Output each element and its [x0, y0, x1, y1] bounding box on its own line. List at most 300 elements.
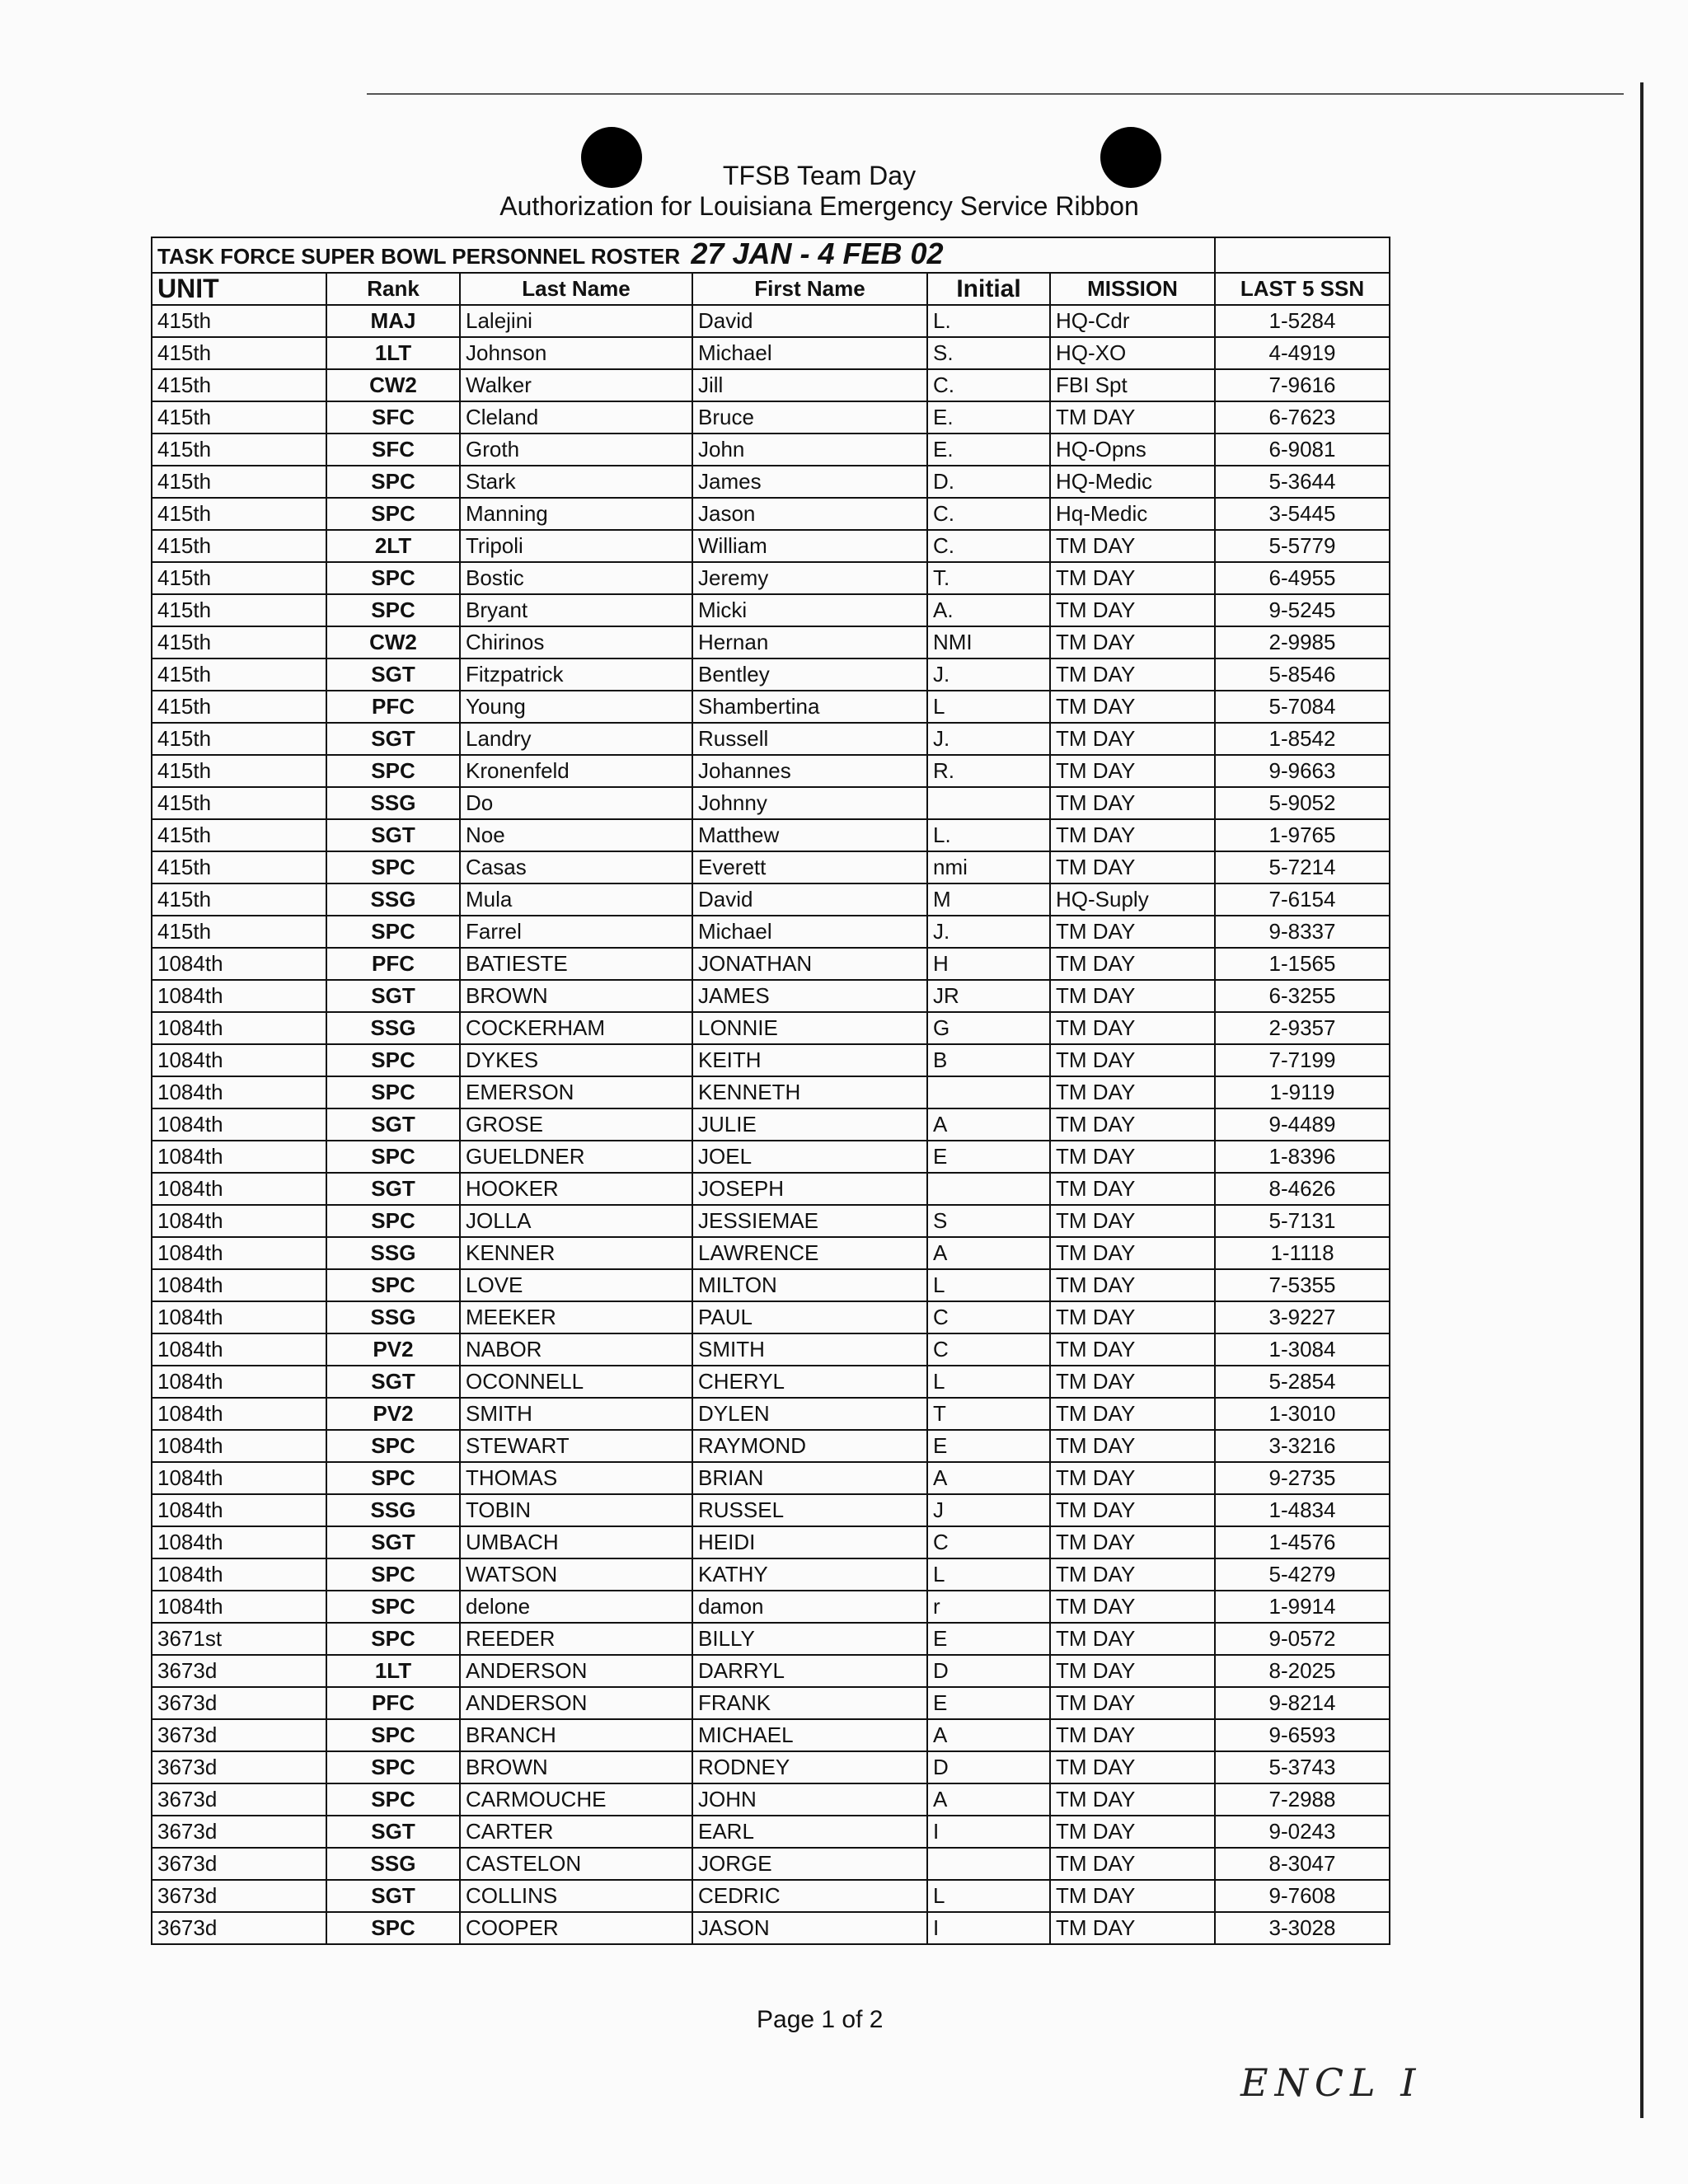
last-name-cell: Walker — [460, 369, 692, 401]
unit-cell: 1084th — [152, 1044, 326, 1076]
mission-cell: TM DAY — [1050, 1044, 1215, 1076]
rank-cell: SPC — [326, 1623, 460, 1655]
initial-cell: J. — [927, 916, 1050, 948]
last-name-cell: Farrel — [460, 916, 692, 948]
first-name-cell: Everett — [692, 851, 927, 883]
initial-cell: NMI — [927, 626, 1050, 658]
ssn-cell: 6-9081 — [1215, 434, 1390, 466]
initial-cell: C — [927, 1526, 1050, 1558]
first-name-cell: JASON — [692, 1912, 927, 1944]
initial-cell: L — [927, 1269, 1050, 1301]
first-name-cell: JULIE — [692, 1108, 927, 1141]
unit-cell: 1084th — [152, 1462, 326, 1494]
ssn-cell: 7-7199 — [1215, 1044, 1390, 1076]
last-name-cell: KENNER — [460, 1237, 692, 1269]
rank-cell: SGT — [326, 723, 460, 755]
first-name-cell: Bruce — [692, 401, 927, 434]
ssn-cell: 1-9119 — [1215, 1076, 1390, 1108]
header-unit: UNIT — [152, 273, 326, 305]
table-row — [152, 1205, 1390, 1237]
mission-cell: TM DAY — [1050, 1526, 1215, 1558]
rank-cell: SPC — [326, 1783, 460, 1816]
initial-cell: L. — [927, 305, 1050, 337]
initial-cell: A — [927, 1719, 1050, 1751]
last-name-cell: STEWART — [460, 1430, 692, 1462]
table-row — [152, 1494, 1390, 1526]
ssn-cell: 6-3255 — [1215, 980, 1390, 1012]
mission-cell: TM DAY — [1050, 755, 1215, 787]
mission-cell: TM DAY — [1050, 980, 1215, 1012]
unit-cell: 1084th — [152, 1205, 326, 1237]
rank-cell: MAJ — [326, 305, 460, 337]
rank-cell: SFC — [326, 434, 460, 466]
first-name-cell: FRANK — [692, 1687, 927, 1719]
last-name-cell: Cleland — [460, 401, 692, 434]
rank-cell: SPC — [326, 1044, 460, 1076]
unit-cell: 415th — [152, 787, 326, 819]
table-row — [152, 1141, 1390, 1173]
first-name-cell: MICHAEL — [692, 1719, 927, 1751]
initial-cell: I — [927, 1816, 1050, 1848]
table-row — [152, 401, 1390, 434]
table-row — [152, 948, 1390, 980]
ssn-cell: 1-5284 — [1215, 305, 1390, 337]
last-name-cell: Stark — [460, 466, 692, 498]
initial-cell: nmi — [927, 851, 1050, 883]
first-name-cell: Michael — [692, 337, 927, 369]
rank-cell: SPC — [326, 1462, 460, 1494]
ssn-cell: 1-9914 — [1215, 1591, 1390, 1623]
rank-cell: SPC — [326, 1205, 460, 1237]
mission-cell: TM DAY — [1050, 1141, 1215, 1173]
first-name-cell: PAUL — [692, 1301, 927, 1333]
rank-cell: SGT — [326, 1108, 460, 1141]
unit-cell: 3673d — [152, 1848, 326, 1880]
first-name-cell: JOEL — [692, 1141, 927, 1173]
ssn-cell: 1-3084 — [1215, 1333, 1390, 1366]
roster-title: TASK FORCE SUPER BOWL PERSONNEL ROSTER — [157, 244, 681, 269]
last-name-cell: THOMAS — [460, 1462, 692, 1494]
table-row — [152, 1783, 1390, 1816]
mission-cell: TM DAY — [1050, 1848, 1215, 1880]
ssn-cell: 9-9663 — [1215, 755, 1390, 787]
first-name-cell: Bentley — [692, 658, 927, 691]
mission-cell: FBI Spt — [1050, 369, 1215, 401]
first-name-cell: RODNEY — [692, 1751, 927, 1783]
first-name-cell: Hernan — [692, 626, 927, 658]
ssn-cell: 8-4626 — [1215, 1173, 1390, 1205]
mission-cell: TM DAY — [1050, 948, 1215, 980]
table-row — [152, 337, 1390, 369]
ssn-cell: 1-1565 — [1215, 948, 1390, 980]
initial-cell: J. — [927, 658, 1050, 691]
ssn-cell: 3-5445 — [1215, 498, 1390, 530]
last-name-cell: CARTER — [460, 1816, 692, 1848]
last-name-cell: EMERSON — [460, 1076, 692, 1108]
initial-cell: R. — [927, 755, 1050, 787]
initial-cell — [927, 1076, 1050, 1108]
mission-cell: TM DAY — [1050, 1333, 1215, 1366]
table-row — [152, 1848, 1390, 1880]
table-row — [152, 1044, 1390, 1076]
header-first-name: First Name — [692, 273, 927, 305]
ssn-cell: 6-7623 — [1215, 401, 1390, 434]
table-row — [152, 1880, 1390, 1912]
unit-cell: 1084th — [152, 980, 326, 1012]
table-row — [152, 594, 1390, 626]
mission-cell: HQ-Medic — [1050, 466, 1215, 498]
last-name-cell: COOPER — [460, 1912, 692, 1944]
unit-cell: 1084th — [152, 1141, 326, 1173]
initial-cell: L — [927, 691, 1050, 723]
right-edge-line — [1640, 82, 1643, 2118]
last-name-cell: BROWN — [460, 980, 692, 1012]
initial-cell: T — [927, 1398, 1050, 1430]
last-name-cell: Groth — [460, 434, 692, 466]
last-name-cell: Lalejini — [460, 305, 692, 337]
table-row — [152, 1558, 1390, 1591]
ssn-cell: 3-9227 — [1215, 1301, 1390, 1333]
table-row — [152, 1526, 1390, 1558]
table-row — [152, 562, 1390, 594]
handwritten-annotation: ENCL I — [1240, 2060, 1423, 2105]
rank-cell: SPC — [326, 1912, 460, 1944]
mission-cell: TM DAY — [1050, 1430, 1215, 1462]
ssn-cell: 8-3047 — [1215, 1848, 1390, 1880]
rank-cell: SPC — [326, 851, 460, 883]
unit-cell: 3671st — [152, 1623, 326, 1655]
initial-cell: T. — [927, 562, 1050, 594]
unit-cell: 415th — [152, 594, 326, 626]
rank-cell: SSG — [326, 1494, 460, 1526]
mission-cell: TM DAY — [1050, 723, 1215, 755]
table-row — [152, 819, 1390, 851]
last-name-cell: COLLINS — [460, 1880, 692, 1912]
unit-cell: 415th — [152, 434, 326, 466]
mission-cell: TM DAY — [1050, 1269, 1215, 1301]
table-row — [152, 916, 1390, 948]
rank-cell: 1LT — [326, 1655, 460, 1687]
ssn-cell: 9-5245 — [1215, 594, 1390, 626]
last-name-cell: LOVE — [460, 1269, 692, 1301]
ssn-cell: 3-3216 — [1215, 1430, 1390, 1462]
unit-cell: 415th — [152, 626, 326, 658]
rank-cell: SPC — [326, 466, 460, 498]
table-row — [152, 658, 1390, 691]
ssn-cell: 7-5355 — [1215, 1269, 1390, 1301]
ssn-cell: 3-3028 — [1215, 1912, 1390, 1944]
unit-cell: 415th — [152, 691, 326, 723]
mission-cell: TM DAY — [1050, 594, 1215, 626]
rank-cell: PFC — [326, 1687, 460, 1719]
unit-cell: 3673d — [152, 1719, 326, 1751]
mission-cell: TM DAY — [1050, 1751, 1215, 1783]
table-row — [152, 626, 1390, 658]
last-name-cell: Manning — [460, 498, 692, 530]
unit-cell: 1084th — [152, 1558, 326, 1591]
last-name-cell: Young — [460, 691, 692, 723]
rank-cell: SGT — [326, 1173, 460, 1205]
first-name-cell: Matthew — [692, 819, 927, 851]
table-row — [152, 1912, 1390, 1944]
initial-cell: D — [927, 1655, 1050, 1687]
unit-cell: 1084th — [152, 1269, 326, 1301]
unit-cell: 3673d — [152, 1751, 326, 1783]
last-name-cell: Casas — [460, 851, 692, 883]
last-name-cell: SMITH — [460, 1398, 692, 1430]
table-row — [152, 1366, 1390, 1398]
initial-cell: M — [927, 883, 1050, 916]
unit-cell: 1084th — [152, 1076, 326, 1108]
table-row — [152, 1591, 1390, 1623]
table-row — [152, 851, 1390, 883]
mission-cell: HQ-Cdr — [1050, 305, 1215, 337]
first-name-cell: MILTON — [692, 1269, 927, 1301]
initial-cell: S. — [927, 337, 1050, 369]
unit-cell: 415th — [152, 337, 326, 369]
first-name-cell: CHERYL — [692, 1366, 927, 1398]
initial-cell — [927, 1173, 1050, 1205]
first-name-cell: JOSEPH — [692, 1173, 927, 1205]
first-name-cell: HEIDI — [692, 1526, 927, 1558]
rank-cell: SPC — [326, 755, 460, 787]
table-row — [152, 530, 1390, 562]
ssn-cell: 1-1118 — [1215, 1237, 1390, 1269]
initial-cell: A — [927, 1237, 1050, 1269]
table-row — [152, 498, 1390, 530]
table-row — [152, 691, 1390, 723]
unit-cell: 415th — [152, 369, 326, 401]
ssn-cell: 5-9052 — [1215, 787, 1390, 819]
initial-cell: E — [927, 1623, 1050, 1655]
last-name-cell: Kronenfeld — [460, 755, 692, 787]
last-name-cell: COCKERHAM — [460, 1012, 692, 1044]
unit-cell: 415th — [152, 723, 326, 755]
rank-cell: SPC — [326, 1141, 460, 1173]
last-name-cell: ANDERSON — [460, 1687, 692, 1719]
last-name-cell: Mula — [460, 883, 692, 916]
first-name-cell: Michael — [692, 916, 927, 948]
rank-cell: SPC — [326, 1751, 460, 1783]
unit-cell: 3673d — [152, 1655, 326, 1687]
roster-title-blank — [1215, 237, 1390, 273]
initial-cell: H — [927, 948, 1050, 980]
unit-cell: 415th — [152, 883, 326, 916]
initial-cell: JR — [927, 980, 1050, 1012]
rank-cell: SFC — [326, 401, 460, 434]
mission-cell: TM DAY — [1050, 819, 1215, 851]
unit-cell: 415th — [152, 401, 326, 434]
initial-cell: J. — [927, 723, 1050, 755]
table-row — [152, 369, 1390, 401]
unit-cell: 1084th — [152, 1366, 326, 1398]
first-name-cell: David — [692, 883, 927, 916]
table-row — [152, 1655, 1390, 1687]
initial-cell: L — [927, 1366, 1050, 1398]
ssn-cell: 1-8396 — [1215, 1141, 1390, 1173]
last-name-cell: BROWN — [460, 1751, 692, 1783]
table-row — [152, 1012, 1390, 1044]
table-row — [152, 787, 1390, 819]
rank-cell: SPC — [326, 1269, 460, 1301]
roster-title-row — [152, 237, 1390, 273]
ssn-cell: 9-6593 — [1215, 1719, 1390, 1751]
initial-cell: r — [927, 1591, 1050, 1623]
rank-cell: SPC — [326, 1558, 460, 1591]
mission-cell: TM DAY — [1050, 691, 1215, 723]
table-row — [152, 883, 1390, 916]
initial-cell: G — [927, 1012, 1050, 1044]
last-name-cell: HOOKER — [460, 1173, 692, 1205]
rank-cell: CW2 — [326, 369, 460, 401]
first-name-cell: Jeremy — [692, 562, 927, 594]
mission-cell: TM DAY — [1050, 1205, 1215, 1237]
first-name-cell: BILLY — [692, 1623, 927, 1655]
personnel-roster-table — [151, 237, 1390, 1945]
ssn-cell: 5-2854 — [1215, 1366, 1390, 1398]
last-name-cell: GROSE — [460, 1108, 692, 1141]
unit-cell: 415th — [152, 530, 326, 562]
table-row — [152, 1269, 1390, 1301]
ssn-cell: 1-9765 — [1215, 819, 1390, 851]
mission-cell: TM DAY — [1050, 1591, 1215, 1623]
rank-cell: SSG — [326, 1301, 460, 1333]
first-name-cell: John — [692, 434, 927, 466]
unit-cell: 415th — [152, 851, 326, 883]
first-name-cell: Russell — [692, 723, 927, 755]
rank-cell: PV2 — [326, 1398, 460, 1430]
last-name-cell: NABOR — [460, 1333, 692, 1366]
ssn-cell: 9-8214 — [1215, 1687, 1390, 1719]
unit-cell: 1084th — [152, 1333, 326, 1366]
rank-cell: SPC — [326, 1076, 460, 1108]
last-name-cell: Chirinos — [460, 626, 692, 658]
rank-cell: SGT — [326, 1816, 460, 1848]
ssn-cell: 9-0572 — [1215, 1623, 1390, 1655]
rank-cell: SGT — [326, 980, 460, 1012]
table-row — [152, 1751, 1390, 1783]
ssn-cell: 9-2735 — [1215, 1462, 1390, 1494]
last-name-cell: GUELDNER — [460, 1141, 692, 1173]
unit-cell: 415th — [152, 305, 326, 337]
first-name-cell: DARRYL — [692, 1655, 927, 1687]
table-row — [152, 1333, 1390, 1366]
last-name-cell: CASTELON — [460, 1848, 692, 1880]
unit-cell: 415th — [152, 466, 326, 498]
unit-cell: 1084th — [152, 1398, 326, 1430]
table-row — [152, 1623, 1390, 1655]
first-name-cell: LAWRENCE — [692, 1237, 927, 1269]
mission-cell: TM DAY — [1050, 626, 1215, 658]
rank-cell: CW2 — [326, 626, 460, 658]
mission-cell: TM DAY — [1050, 1912, 1215, 1944]
mission-cell: TM DAY — [1050, 1655, 1215, 1687]
initial-cell: E — [927, 1430, 1050, 1462]
header-rank: Rank — [326, 273, 460, 305]
table-row — [152, 1076, 1390, 1108]
mission-cell: TM DAY — [1050, 787, 1215, 819]
ssn-cell: 6-4955 — [1215, 562, 1390, 594]
ssn-cell: 2-9985 — [1215, 626, 1390, 658]
last-name-cell: Johnson — [460, 337, 692, 369]
mission-cell: TM DAY — [1050, 1012, 1215, 1044]
ssn-cell: 1-4576 — [1215, 1526, 1390, 1558]
roster-date-range: 27 JAN - 4 FEB 02 — [691, 237, 944, 270]
ssn-cell: 5-5779 — [1215, 530, 1390, 562]
rank-cell: SPC — [326, 1719, 460, 1751]
last-name-cell: WATSON — [460, 1558, 692, 1591]
first-name-cell: CEDRIC — [692, 1880, 927, 1912]
mission-cell: TM DAY — [1050, 1462, 1215, 1494]
last-name-cell: MEEKER — [460, 1301, 692, 1333]
initial-cell — [927, 787, 1050, 819]
table-row — [152, 1430, 1390, 1462]
table-row — [152, 434, 1390, 466]
table-row — [152, 1398, 1390, 1430]
ssn-cell: 9-0243 — [1215, 1816, 1390, 1848]
unit-cell: 415th — [152, 498, 326, 530]
last-name-cell: OCONNELL — [460, 1366, 692, 1398]
first-name-cell: KEITH — [692, 1044, 927, 1076]
initial-cell: L — [927, 1880, 1050, 1912]
first-name-cell: JESSIEMAE — [692, 1205, 927, 1237]
rank-cell: SGT — [326, 819, 460, 851]
unit-cell: 1084th — [152, 1526, 326, 1558]
rank-cell: SGT — [326, 1366, 460, 1398]
unit-cell: 1084th — [152, 1430, 326, 1462]
last-name-cell: BRANCH — [460, 1719, 692, 1751]
ssn-cell: 7-9616 — [1215, 369, 1390, 401]
unit-cell: 1084th — [152, 1173, 326, 1205]
mission-cell: TM DAY — [1050, 1173, 1215, 1205]
ssn-cell: 5-7214 — [1215, 851, 1390, 883]
ssn-cell: 1-8542 — [1215, 723, 1390, 755]
table-row — [152, 1816, 1390, 1848]
rank-cell: SSG — [326, 883, 460, 916]
unit-cell: 1084th — [152, 1591, 326, 1623]
rank-cell: 2LT — [326, 530, 460, 562]
last-name-cell: JOLLA — [460, 1205, 692, 1237]
first-name-cell: KATHY — [692, 1558, 927, 1591]
first-name-cell: BRIAN — [692, 1462, 927, 1494]
unit-cell: 1084th — [152, 1012, 326, 1044]
unit-cell: 1084th — [152, 948, 326, 980]
rank-cell: 1LT — [326, 337, 460, 369]
ssn-cell: 2-9357 — [1215, 1012, 1390, 1044]
unit-cell: 415th — [152, 819, 326, 851]
ssn-cell: 9-7608 — [1215, 1880, 1390, 1912]
first-name-cell: Shambertina — [692, 691, 927, 723]
column-header-row — [152, 273, 1390, 305]
document-title: TFSB Team Day — [722, 161, 917, 190]
ssn-cell: 4-4919 — [1215, 337, 1390, 369]
last-name-cell: CARMOUCHE — [460, 1783, 692, 1816]
mission-cell: TM DAY — [1050, 1398, 1215, 1430]
rank-cell: SPC — [326, 1430, 460, 1462]
last-name-cell: ANDERSON — [460, 1655, 692, 1687]
unit-cell: 1084th — [152, 1108, 326, 1141]
rank-cell: SGT — [326, 658, 460, 691]
unit-cell: 1084th — [152, 1301, 326, 1333]
ssn-cell: 5-7084 — [1215, 691, 1390, 723]
first-name-cell: James — [692, 466, 927, 498]
initial-cell: C — [927, 1301, 1050, 1333]
rank-cell: SPC — [326, 498, 460, 530]
rank-cell: SSG — [326, 1848, 460, 1880]
mission-cell: HQ-XO — [1050, 337, 1215, 369]
mission-cell: TM DAY — [1050, 1558, 1215, 1591]
document-subtitle: Authorization for Louisiana Emergency Service Ribbon — [499, 191, 1139, 221]
